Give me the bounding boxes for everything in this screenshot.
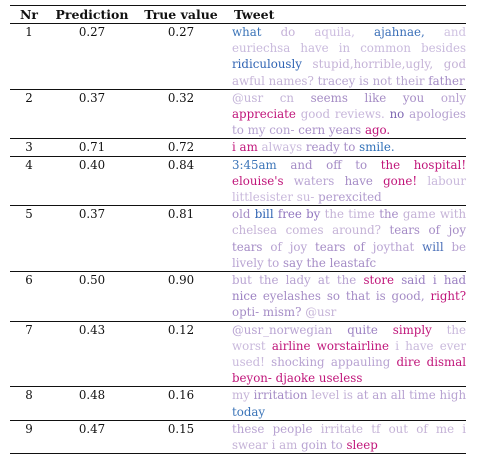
tweet-word: do	[280, 25, 296, 39]
tweet-text	[226, 421, 466, 453]
tweet-word: no	[389, 107, 405, 122]
tweet-word: dire	[396, 355, 421, 370]
tweet-word: names?	[268, 73, 314, 88]
tweet-word: is	[358, 73, 369, 88]
tweet-word: elouise's	[232, 173, 284, 188]
true-value: 0.90	[167, 273, 195, 288]
tweet-word: will	[422, 239, 444, 254]
tweet-word: my	[232, 388, 250, 403]
tweet-word: in	[338, 41, 351, 56]
tweet-word: am	[279, 438, 298, 453]
true-value: 0.27	[167, 25, 195, 39]
tweet-word: reviews.	[334, 107, 385, 122]
tweet-word: these	[232, 421, 265, 436]
tweet-word: euriechsa	[232, 41, 291, 56]
tweet-word: with	[439, 207, 467, 222]
header-tweet: Tweet	[234, 7, 275, 22]
tweet-word: level	[311, 388, 340, 403]
tweet-word: besides	[421, 41, 467, 56]
tweet-word: that	[345, 289, 370, 304]
tweet-word: have	[300, 41, 329, 56]
header-row	[10, 6, 466, 23]
tweet-word: the	[259, 273, 279, 288]
tweet-word: appauling	[330, 355, 391, 370]
tweet-word: of	[270, 239, 282, 254]
tweet-word: time	[409, 388, 436, 403]
tweet-word: con-	[269, 123, 295, 138]
tweet-word: i	[232, 140, 236, 155]
tweet-word: eyelashes	[262, 289, 321, 304]
table-row	[10, 157, 466, 206]
row-number: 4	[25, 157, 33, 172]
tweet-word: stupid,horrible,ugly,	[312, 57, 434, 72]
tweet-word: right?	[430, 289, 467, 304]
tweet-word: su-	[296, 190, 315, 205]
tweet-word: of	[428, 223, 440, 238]
tweet-word: is	[343, 388, 353, 403]
tweet-word: irritation	[253, 388, 308, 403]
row-number: 1	[25, 25, 33, 39]
prediction-value: 0.48	[78, 388, 106, 403]
tweet-word: had	[443, 273, 467, 288]
tweet-text	[226, 272, 466, 321]
tweet-word: lady	[285, 273, 311, 288]
tweet-word: djaoke	[275, 371, 316, 386]
row-number: 3	[25, 140, 33, 155]
tweet-word: father	[428, 73, 465, 88]
tweet-word: the	[446, 322, 466, 337]
tweet-word: joy	[448, 223, 466, 238]
tweet-word: lively	[232, 255, 264, 270]
tweet-word: littlesister	[232, 190, 294, 205]
tweet-word: around?	[332, 223, 381, 238]
tweet-word: i	[462, 421, 467, 436]
header-nr: Nr	[19, 7, 38, 22]
tweet-word: perexcited	[318, 190, 382, 205]
row-number: 6	[25, 273, 33, 288]
row-number: 9	[25, 421, 33, 436]
tweet-word: of	[416, 421, 428, 436]
prediction-value: 0.43	[78, 322, 106, 337]
tweet-text	[226, 139, 466, 155]
tweet-word: tracey	[317, 73, 356, 88]
tweet-text	[226, 322, 466, 387]
tweet-word: opti-	[232, 305, 260, 320]
tweet-word: old	[232, 207, 251, 222]
tweet-word: and	[443, 25, 467, 39]
tweet-word: to	[355, 157, 368, 172]
true-value: 0.72	[167, 140, 195, 155]
tweet-word: an	[372, 388, 387, 403]
tweet-word: swear	[232, 438, 268, 453]
row-number: 5	[25, 207, 33, 222]
tweet-word: aquila,	[314, 25, 355, 39]
tweet-word: tf	[371, 421, 381, 436]
tweet-word: cern	[298, 123, 326, 138]
tweet-word: free	[277, 207, 302, 222]
tweet-word: and	[290, 157, 313, 172]
tweet-word: store	[363, 273, 394, 288]
tweet-word: of	[353, 239, 365, 254]
results-table	[10, 5, 466, 454]
prediction-value: 0.27	[78, 25, 106, 39]
tweet-text	[226, 387, 466, 419]
tweet-word: good,	[391, 289, 425, 304]
tweet-word: worstairline	[316, 338, 389, 353]
tweet-word: the	[379, 207, 399, 222]
tweet-word: so	[326, 289, 340, 304]
tweet-word: @usr	[305, 305, 337, 320]
tweet-word: simply	[392, 322, 432, 337]
tweet-word: awful	[232, 73, 265, 88]
tweet-word: at	[356, 388, 369, 403]
true-value: 0.32	[167, 90, 195, 105]
tweet-word: cn	[279, 90, 294, 105]
tweet-word: joythat	[372, 239, 415, 254]
tweet-word: sleep	[346, 438, 378, 453]
tweet-word: joy	[289, 239, 308, 254]
tweet-word: time	[348, 207, 375, 222]
prediction-value: 0.71	[78, 140, 106, 155]
prediction-value: 0.40	[78, 157, 106, 172]
tweet-word: worst	[232, 338, 266, 353]
tweet-word: all	[390, 388, 406, 403]
tweet-word: used!	[232, 355, 265, 370]
tweet-word: like	[364, 90, 387, 105]
tweet-text	[226, 157, 466, 206]
tweet-word: 3:45am	[232, 157, 277, 172]
tweet-word: said	[401, 273, 426, 288]
tweet-word: i	[271, 438, 276, 453]
table-row	[10, 206, 466, 271]
tweet-word: am	[239, 140, 258, 155]
tweet-word: shocking	[271, 355, 325, 370]
tweet-word: i	[395, 338, 399, 353]
tweet-word: tears	[315, 239, 346, 254]
true-value: 0.15	[167, 421, 195, 436]
tweet-word: today	[232, 404, 266, 419]
tweet-word: the	[324, 207, 344, 222]
tweet-word: out	[388, 421, 409, 436]
row-number: 8	[25, 388, 33, 403]
table-row	[10, 139, 466, 155]
tweet-word: bill	[254, 207, 274, 222]
table-body	[10, 24, 466, 454]
true-value: 0.84	[167, 157, 195, 172]
header-prediction: Prediction	[55, 7, 129, 22]
tweet-word: what	[232, 25, 262, 39]
prediction-value: 0.50	[78, 273, 106, 288]
tweet-word: at	[317, 273, 330, 288]
tweet-word: beyon-	[232, 371, 272, 386]
tweet-word: you	[402, 90, 425, 105]
tweet-word: ago.	[364, 123, 391, 138]
row-number: 2	[25, 90, 33, 105]
tweet-word: leastafc	[329, 255, 377, 270]
tweet-word: useless	[318, 371, 363, 386]
tweet-word: only	[440, 90, 467, 105]
tweet-word: tears	[389, 223, 420, 238]
tweet-text	[226, 206, 466, 271]
prediction-value: 0.47	[78, 421, 106, 436]
tweet-text	[226, 24, 466, 89]
true-value: 0.12	[167, 322, 195, 337]
tweet-word: ready	[305, 140, 340, 155]
table-row	[10, 387, 466, 419]
tweet-word: the	[380, 157, 401, 172]
tweet-word: have	[405, 338, 434, 353]
tweet-word: people	[272, 421, 313, 436]
tweet-word: their	[395, 73, 425, 88]
row-rule	[10, 453, 466, 454]
tweet-word: goin	[301, 438, 328, 453]
tweet-word: say	[282, 255, 303, 270]
tweet-word: mism?	[262, 305, 302, 320]
table-row	[10, 421, 466, 453]
tweet-word: not	[372, 73, 393, 88]
tweet-word: nice	[232, 289, 257, 304]
tweet-word: me	[435, 421, 455, 436]
row-number: 7	[25, 322, 33, 337]
tweet-word: apologies	[409, 107, 466, 122]
tweet-word: to	[232, 123, 244, 138]
tweet-word: by	[306, 207, 321, 222]
tweet-word: always	[261, 140, 303, 155]
tweet-word: ever	[439, 338, 467, 353]
tweet-word: @usr_norwegian	[232, 322, 333, 337]
prediction-value: 0.37	[78, 90, 106, 105]
tweet-word: good	[300, 107, 331, 122]
tweet-word: but	[232, 273, 252, 288]
tweet-word: irritate	[320, 421, 364, 436]
tweet-word: labour	[427, 173, 467, 188]
tweet-word: i	[432, 273, 437, 288]
tweet-word: off	[326, 157, 342, 172]
true-value: 0.16	[167, 388, 195, 403]
tweet-word: @usr	[232, 90, 264, 105]
tweet-word: the	[336, 273, 357, 288]
tweet-word: years	[328, 123, 362, 138]
table-row	[10, 90, 466, 139]
tweet-word: gone!	[383, 173, 418, 188]
tweet-word: smile.	[359, 140, 395, 155]
tweet-word: hospital!	[413, 157, 467, 172]
tweet-word: waters	[293, 173, 335, 188]
tweet-word: the	[306, 255, 326, 270]
tweet-word: my	[247, 123, 266, 138]
tweet-word: dismal	[426, 355, 467, 370]
table-row	[10, 272, 466, 321]
tweet-word: ridiculously	[232, 57, 302, 72]
tweet-word: appreciate	[232, 107, 296, 122]
tweet-word: comes	[285, 223, 324, 238]
true-value: 0.81	[167, 207, 195, 222]
tweet-word: to	[330, 438, 343, 453]
tweet-word: seems	[310, 90, 348, 105]
tweet-text	[226, 90, 466, 139]
tweet-word: high	[439, 388, 467, 403]
tweet-word: is	[375, 289, 386, 304]
tweet-word: to	[343, 140, 356, 155]
tweet-word: common	[360, 41, 411, 56]
tweet-word: game	[402, 207, 436, 222]
tweet-word: tears	[232, 239, 263, 254]
tweet-word: ajahnae,	[374, 25, 425, 39]
prediction-value: 0.37	[78, 207, 106, 222]
tweet-word: have	[344, 173, 373, 188]
tweet-word: quite	[347, 322, 378, 337]
table-row	[10, 322, 466, 387]
tweet-word: be	[451, 239, 467, 254]
tweet-word: to	[267, 255, 280, 270]
tweet-word: chelsea	[232, 223, 278, 238]
tweet-word: airline	[271, 338, 311, 353]
header-true-value: True value	[144, 7, 218, 22]
table-row	[10, 24, 466, 89]
tweet-word: god	[443, 57, 467, 72]
